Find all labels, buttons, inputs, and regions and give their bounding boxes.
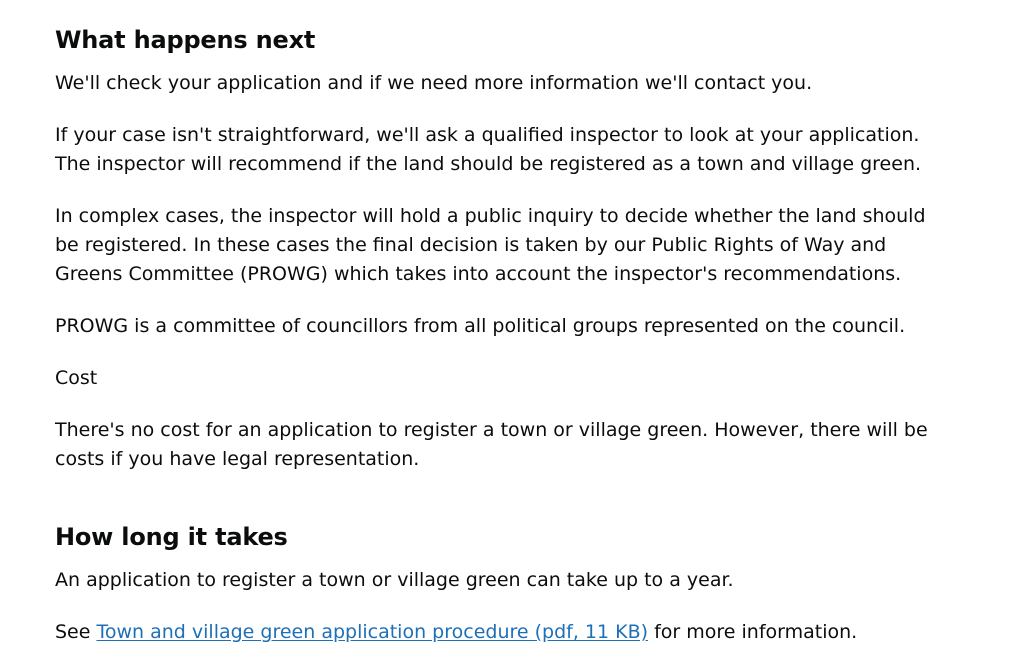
paragraph-inspector: If your case isn't straightforward, we'll ask a qualified inspector to look at your application. The inspector will recommend if the land should be registered as a town and village green. (55, 124, 922, 175)
paragraph-see-procedure (55, 618, 955, 647)
main-content (55, 22, 955, 647)
paragraph-duration: An application to register a town or village green can take up to a year. (55, 569, 734, 591)
see-prefix: See (55, 621, 97, 643)
paragraph-complex-cases: In complex cases, the inspector will hold a public inquiry to decide whether the land should be registered. In these cases the final decision is taken by our Public Rights of Way and Greens Committee (PROWG) which takes into account the inspector's recommendations. (55, 205, 926, 285)
paragraph-prowg: PROWG is a committee of councillors from all political groups represented on the council. (55, 315, 906, 337)
heading-what-happens-next: What happens next (55, 26, 316, 54)
paragraph-check-application: We'll check your application and if we need more information we'll contact you. (55, 72, 813, 94)
procedure-pdf-link[interactable]: Town and village green application procedure (pdf, 11 KB) (96, 621, 649, 643)
paragraph-cost-label: Cost (55, 367, 98, 389)
see-suffix: for more information. (648, 621, 858, 643)
heading-how-long-it-takes: How long it takes (55, 523, 288, 551)
paragraph-no-cost: There's no cost for an application to register a town or village green. However, there will be costs if you have legal representation. (55, 419, 928, 470)
